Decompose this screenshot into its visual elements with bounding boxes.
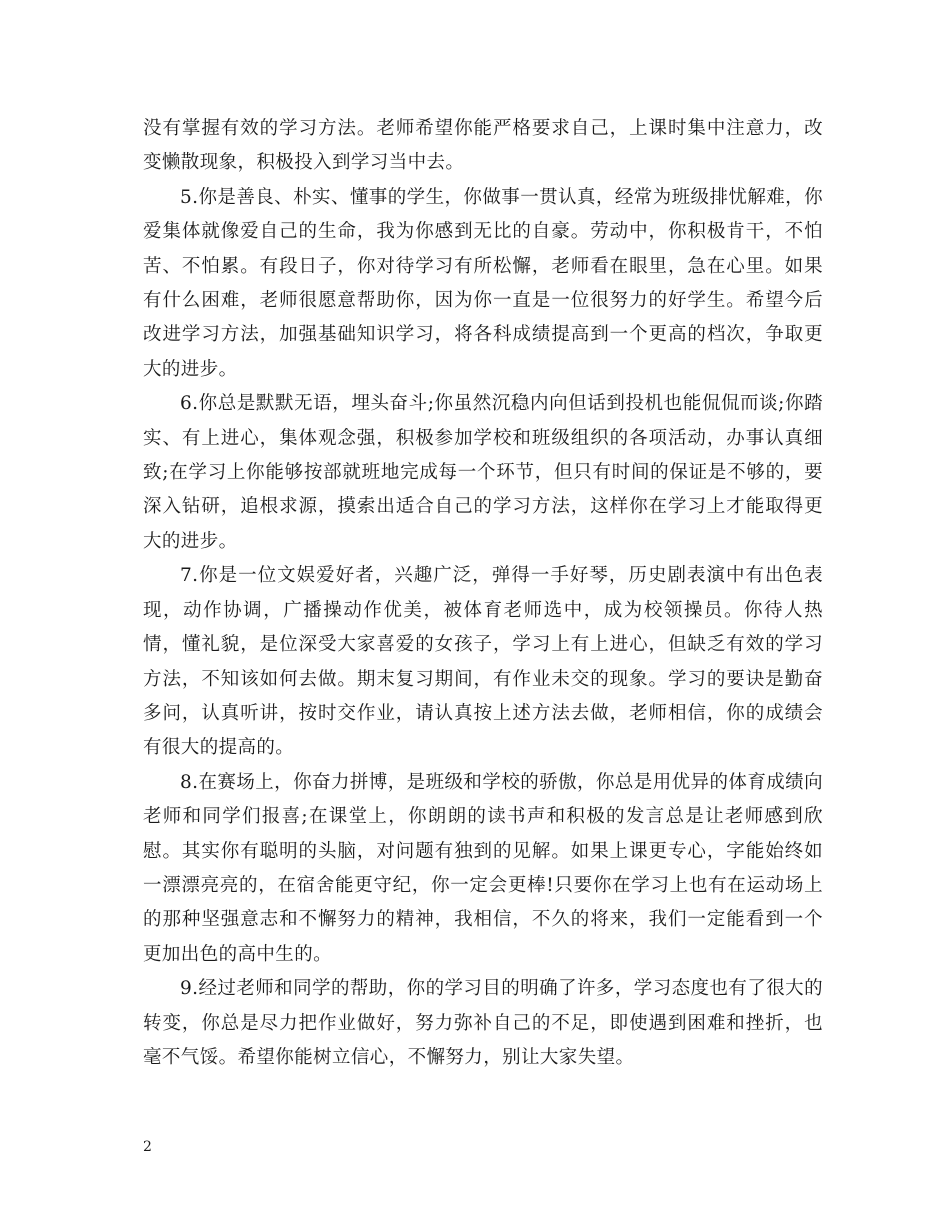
paragraph-comment-9: 9.经过老师和同学的帮助，你的学习目的明确了许多，学习态度也有了很大的转变，你总是尽力把作业做好，努力弥补自己的不足，即使遇到困难和挫折，也毫不气馁。希望你能树立信心，不懈努力，别让大家失望。 <box>143 978 823 1068</box>
paragraph-comment-6: 6.你总是默默无语，埋头奋斗;你虽然沉稳内向但话到投机也能侃侃而谈;你踏实、有上进心，集体观念强，积极参加学校和班级组织的各项活动，办事认真细致;在学习上你能够按部就班地完成每一个环节，但只有时间的保证是不够的，要深入钻研，追根求源，摸索出适合自己的学习方法，这样你在学习上才能取得更大的进步。 <box>143 393 823 552</box>
page-number: 2 <box>143 1139 152 1155</box>
paragraph-comment-5: 5.你是善良、朴实、懂事的学生，你做事一贯认真，经常为班级排忧解难，你爱集体就像爱自己的生命，我为你感到无比的自豪。劳动中，你积极肯干，不怕苦、不怕累。有段日子，你对待学习有所松懈，老师看在眼里，急在心里。如果有什么困难，老师很愿意帮助你，因为你一直是一位很努力的好学生。希望今后改进学习方法，加强基础知识学习，将各科成绩提高到一个更高的档次，争取更大的进步。 <box>143 186 823 380</box>
document-body <box>143 112 823 1075</box>
paragraph-comment-8: 8.在赛场上，你奋力拼博，是班级和学校的骄傲，你总是用优异的体育成绩向老师和同学们报喜;在课堂上，你朗朗的读书声和积极的发言总是让老师感到欣慰。其实你有聪明的头脑，对问题有独到的见解。如果上课更专心，字能始终如一漂漂亮亮的，在宿舍能更守纪，你一定会更棒!只要你在学习上也有在运动场上的那种坚强意志和不懈努力的精神，我相信，不久的将来，我们一定能看到一个更加出色的高中生的。 <box>143 771 823 965</box>
paragraph-comment-7: 7.你是一位文娱爱好者，兴趣广泛，弹得一手好琴，历史剧表演中有出色表现，动作协调，广播操动作优美，被体育老师选中，成为校领操员。你待人热情，懂礼貌，是位深受大家喜爱的女孩子，学习上有上进心，但缺乏有效的学习方法，不知该如何去做。期末复习期间，有作业未交的现象。学习的要诀是勤奋多问，认真听讲，按时交作业，请认真按上述方法去做，老师相信，你的成绩会有很大的提高的。 <box>143 565 823 759</box>
paragraph-continuation: 没有掌握有效的学习方法。老师希望你能严格要求自己，上课时集中注意力，改变懒散现象，积极投入到学习当中去。 <box>143 118 823 174</box>
